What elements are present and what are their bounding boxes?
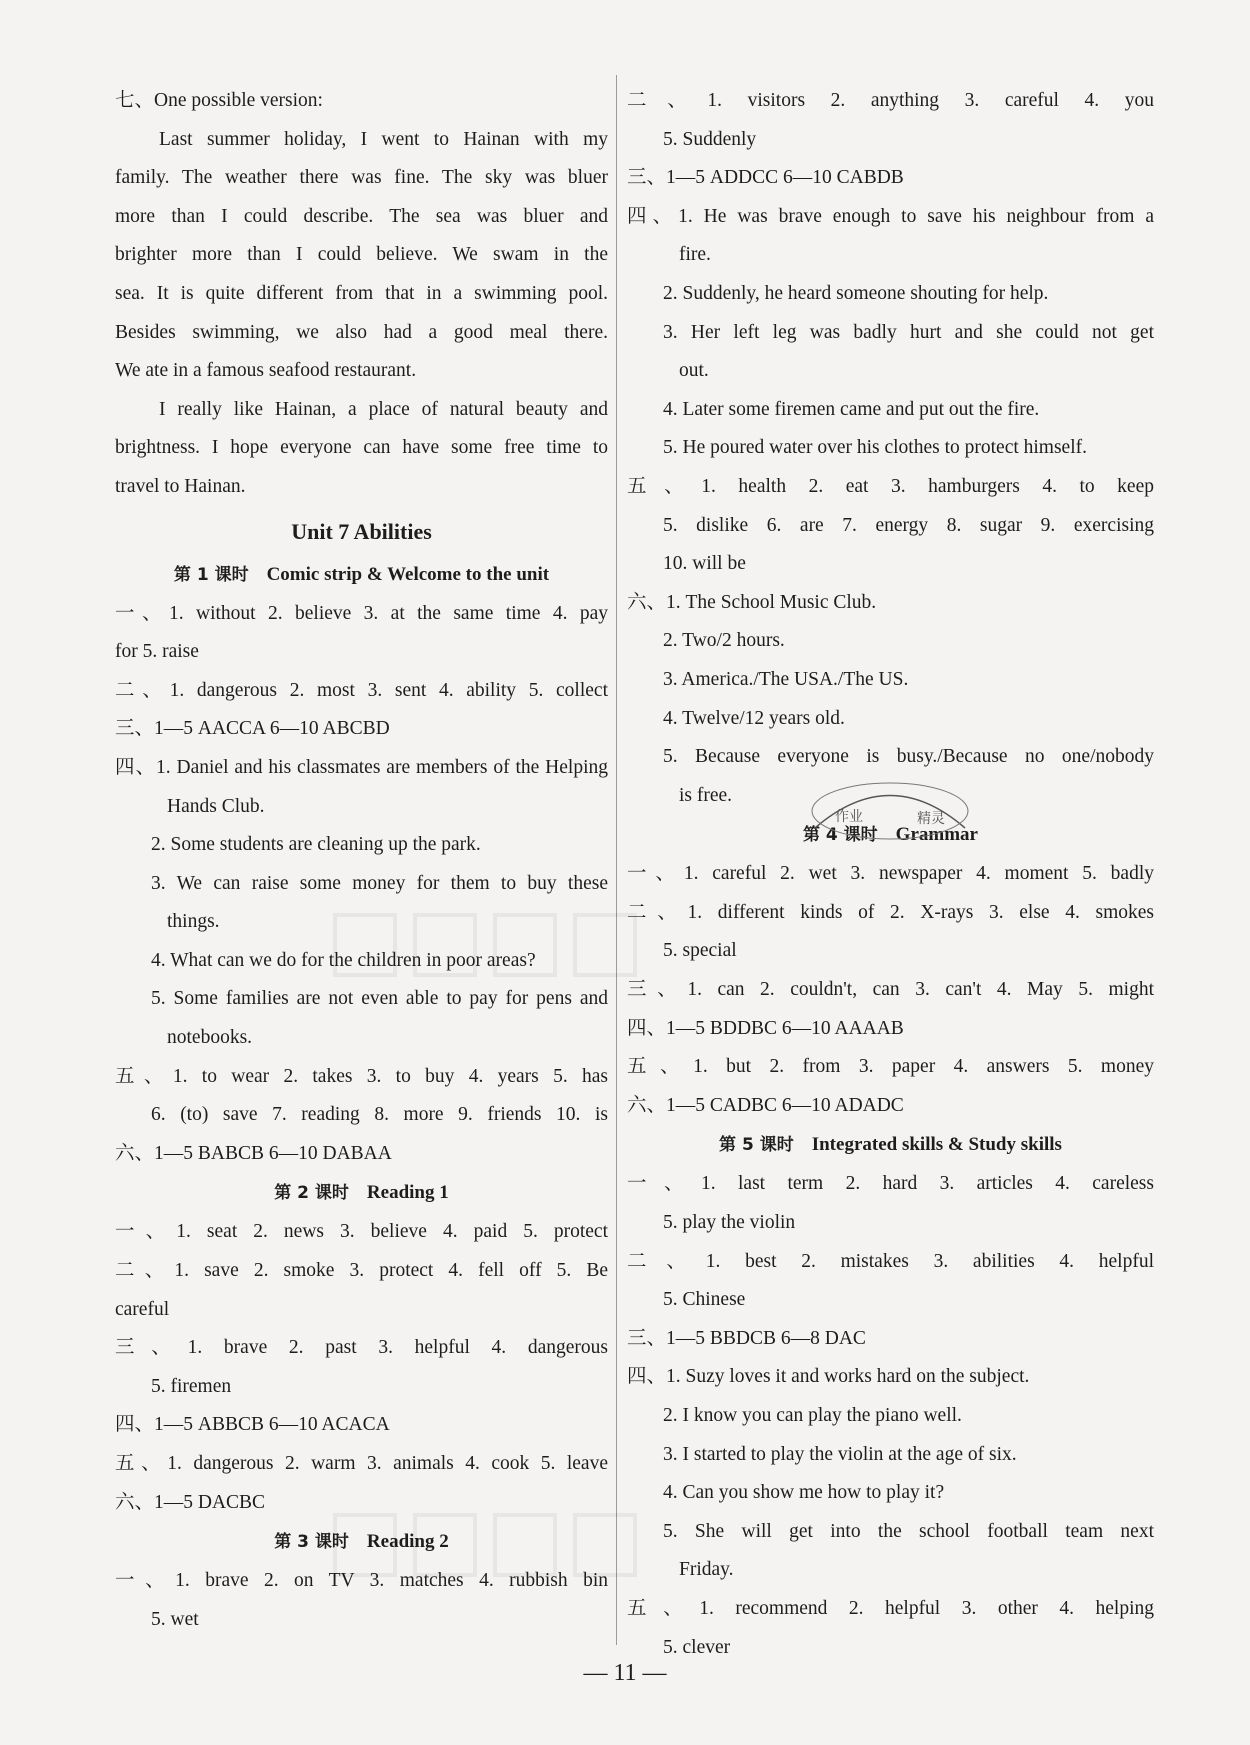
answer-line: 10. will be [663, 553, 746, 575]
answer-line: 5. firemen [151, 1375, 232, 1397]
answer-line: 3. We can raise some money for them to buy these [151, 872, 608, 894]
answer-line: 二、1. dangerous 2. most 3. sent 4. ability 5. collect [115, 679, 608, 701]
answer-line: Hands Club. [167, 795, 265, 817]
essay-line: brighter more than I could believe. We swam in the [115, 244, 608, 266]
lesson-title: Reading 1 [366, 1182, 449, 1204]
answer-line: 一、1. last term 2. hard 3. articles 4. careless [627, 1173, 1154, 1195]
essay-line: Besides swimming, we also had a good meal there. [115, 321, 608, 343]
answer-line: 3. Her left leg was badly hurt and she could not get [663, 321, 1154, 343]
lesson-1-heading [115, 555, 608, 595]
answer-line: 2. I know you can play the piano well. [663, 1405, 962, 1426]
answer-line: 五、1. to wear 2. takes 3. to buy 4. years 5. has [115, 1065, 608, 1087]
answer-line: Friday. [679, 1559, 734, 1581]
answer-line: 5. She will get into the school football team next [663, 1520, 1154, 1542]
left-column [115, 82, 608, 1639]
answer-line: 4. Can you show me how to play it? [663, 1482, 945, 1504]
answer-line: 5. Because everyone is busy./Because no one/nobody [663, 746, 1154, 768]
answer-line: things. [167, 911, 220, 933]
watermark [330, 1505, 650, 1600]
answer-line: 三、1. brave 2. past 3. helpful 4. dangerous [115, 1337, 608, 1359]
unit-title: Unit 7 Abilities [291, 518, 432, 544]
answer-line: 5. special [663, 940, 737, 962]
answer-line: 二、1. best 2. mistakes 3. abilities 4. helpful [627, 1250, 1154, 1272]
answer-line: 一、1. without 2. believe 3. at the same time 4. pay [115, 602, 608, 624]
essay-line: more than I could describe. The sea was bluer and [115, 205, 608, 227]
essay-line: family. The weather there was fine. The sky was bluer [115, 167, 608, 189]
answer-line: for 5. raise [115, 641, 199, 663]
answer-line: 4. Later some firemen came and put out the fire. [663, 398, 1040, 420]
svg-text:作业: 作业 [835, 809, 863, 825]
answer-line: 6. (to) save 7. reading 8. more 9. friends 10. is [151, 1104, 608, 1126]
lesson-label: 第 2 课时 [274, 1183, 349, 1204]
watermark-graphic [330, 905, 650, 985]
lesson-title: Integrated skills & Study skills [811, 1134, 1062, 1156]
watermark-graphic [330, 1505, 650, 1585]
lesson-label: 第 5 课时 [719, 1135, 794, 1156]
answer-line: 5. Suddenly [663, 128, 757, 150]
answer-line: 3. I started to play the violin at the age of six. [663, 1443, 1017, 1465]
answer-line: 4. What can we do for the children in poor areas? [151, 949, 536, 971]
essay-line: brightness. I hope everyone can have some free time to [115, 437, 608, 459]
essay-line: sea. It is quite different from that in a swimming pool. [115, 282, 608, 304]
answer-line: 二、1. different kinds of 2. X-rays 3. else 4. smokes [627, 901, 1154, 923]
answer-line: notebooks. [167, 1027, 253, 1049]
answer-line: 5. clever [663, 1636, 731, 1658]
answer-line: is free. [679, 784, 733, 806]
svg-text:精灵: 精灵 [917, 811, 945, 827]
answer-line: 三、1—5 ADDCC 6—10 CABDB [627, 167, 904, 189]
answer-line: 一、1. brave 2. on TV 3. matches 4. rubbish bin [115, 1570, 608, 1592]
answer-line: 五、1. health 2. eat 3. hamburgers 4. to keep [627, 475, 1154, 497]
answer-line: 三、1. can 2. couldn't, can 3. can't 4. May 5. might [627, 979, 1154, 1001]
answer-line: 一、1. seat 2. news 3. believe 4. paid 5. protect [115, 1221, 608, 1243]
answer-line: careful [115, 1298, 170, 1320]
lesson-title: Comic strip & Welcome to the unit [266, 563, 550, 585]
answer-line: 三、1—5 AACCA 6—10 ABCBD [115, 718, 390, 740]
answer-line: 五、1. but 2. from 3. paper 4. answers 5. money [627, 1056, 1154, 1078]
answer-line: 六、1—5 CADBC 6—10 ADADC [627, 1094, 904, 1116]
q7-label: 七、One possible version: [115, 90, 323, 111]
answer-line: 5. play the violin [663, 1212, 796, 1234]
lesson-5-heading [627, 1125, 1154, 1165]
essay-line: I really like Hainan, a place of natural beauty and [159, 398, 608, 420]
answer-line: 六、1—5 DACBC [115, 1491, 266, 1513]
stamp-seal [803, 773, 975, 846]
answer-line: 四、1. Daniel and his classmates are members of the Helping [115, 756, 608, 778]
lesson-2-heading [115, 1173, 608, 1213]
lesson-title: Reading 2 [366, 1531, 449, 1553]
answer-line: 二、1. visitors 2. anything 3. careful 4. you [627, 90, 1154, 111]
answer-line: 3. America./The USA./The US. [663, 668, 909, 690]
answer-line: out. [679, 360, 709, 382]
answer-line: 四、1. Suzy loves it and works hard on the subject. [627, 1366, 1030, 1388]
answer-line: 六、1—5 BABCB 6—10 DABAA [115, 1142, 392, 1164]
watermark [330, 905, 650, 1000]
column-divider [616, 75, 617, 1645]
right-column [627, 82, 1154, 1667]
answer-line: 2. Suddenly, he heard someone shouting for help. [663, 282, 1049, 304]
essay-line: We ate in a famous seafood restaurant. [115, 360, 417, 382]
answer-line: 5. dislike 6. are 7. energy 8. sugar 9. exercising [663, 514, 1154, 536]
answer-line: 5. wet [151, 1608, 199, 1630]
answer-line: fire. [679, 244, 711, 266]
answer-line: 四、1. He was brave enough to save his neighbour from a [627, 205, 1154, 227]
answer-line: 5. He poured water over his clothes to protect himself. [663, 437, 1088, 459]
page-number: — 11 — [583, 1660, 667, 1686]
answer-line: 三、1—5 BBDCB 6—8 DAC [627, 1327, 866, 1349]
answer-line: 5. Some families are not even able to pay for pens and [151, 988, 608, 1010]
answer-line: 二、1. save 2. smoke 3. protect 4. fell off 5. Be [115, 1260, 608, 1282]
answer-line: 4. Twelve/12 years old. [663, 707, 845, 729]
lesson-title: Grammar [895, 824, 978, 846]
answer-line: 四、1—5 BDDBC 6—10 AAAAB [627, 1017, 904, 1039]
essay-line: travel to Hainan. [115, 475, 246, 497]
essay-line: Last summer holiday, I went to Hainan with my [159, 128, 608, 150]
answer-line: 五、1. recommend 2. helpful 3. other 4. helping [627, 1597, 1154, 1619]
lesson-label: 第 4 课时 [803, 825, 878, 846]
answer-line: 五、1. dangerous 2. warm 3. animals 4. cook 5. leave [115, 1453, 608, 1474]
lesson-label: 第 3 课时 [274, 1532, 349, 1553]
answer-line: 一、1. careful 2. wet 3. newspaper 4. moment 5. badly [627, 863, 1154, 885]
answer-line: 2. Some students are cleaning up the park. [151, 834, 481, 856]
lesson-label: 第 1 课时 [173, 564, 249, 585]
answer-line: 四、1—5 ABBCB 6—10 ACACA [115, 1414, 390, 1436]
answer-line: 六、1. The School Music Club. [627, 591, 877, 613]
answer-line: 5. Chinese [663, 1289, 746, 1311]
answer-line: 2. Two/2 hours. [663, 630, 785, 652]
